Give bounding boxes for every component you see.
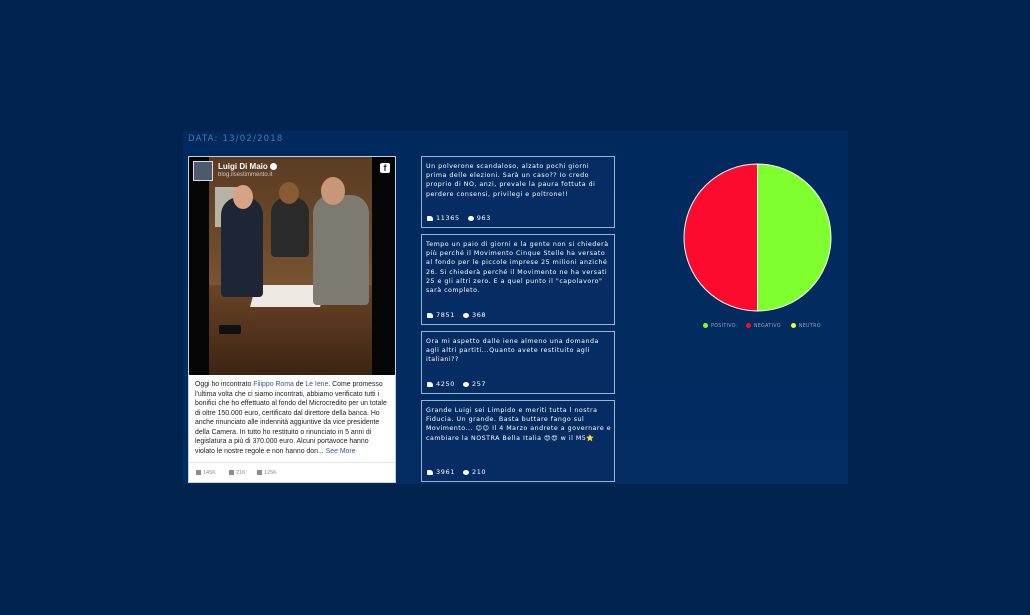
post-photo[interactable] [189,157,395,375]
shares-count-button[interactable]: 125K [257,470,277,476]
legend-label: NEGATIVO [753,324,781,329]
thumbs-up-icon [427,216,433,221]
comment-stats: 4250 257 [427,380,486,388]
sentiment-panel [183,131,848,484]
comment-card [421,400,615,482]
post-link[interactable]: Le Iene [305,381,329,388]
post-actions [189,462,395,483]
legend-dot-icon [746,323,751,328]
legend-label: POSITIVO [711,324,736,329]
pie-svg [683,163,832,312]
date-label: DATA: 13/02/2018 [188,134,284,144]
sentiment-pie-chart [683,163,832,312]
reply-icon [468,216,474,221]
post-text-segment: . Come promesso l'ultima volta che ci siamo incontrati, abbiamo verificato tutti i bonifici che ho effettuato al fondo del Microcredito per un totale di oltre 150.000 euro, certificato dal direttore della banca. Ho anche rinunciato alle indennità aggiuntive da vice presidente della Camera. In tutto ho restituito o rinunciato in 5 anni di legislatura a più di 370.000 euro. Alcuni portavoce hanno violato le nostre regole e non hanno don... [195,381,387,455]
facebook-post-card[interactable] [188,156,396,483]
thumbs-up-icon [427,470,433,475]
comment-stats: 11365 963 [427,214,491,222]
post-source: blog.ilsestimmento.it [218,172,273,178]
post-text [195,380,389,456]
author-name[interactable]: Luigi Di Maio [218,162,268,171]
comment-icon [229,470,234,475]
verified-icon [270,163,277,170]
comment-card [421,331,615,394]
share-icon [257,470,262,475]
post-link[interactable]: See More [325,447,356,455]
comment-text: Tempo un paio di giorni e la gente non si chiederà più perché il Movimento Cinque Stelle ha versato al fondo per le piccole imprese 25 milioni anziché 26. Si chiederà perché il Movimento ne ha versati 25 e gli altri zero. E a quel punto il "capolavoro" sarà completo. [426,241,609,295]
legend-item-positivo[interactable] [703,323,736,329]
thumbs-up-icon [427,313,433,318]
reply-icon [463,470,469,475]
comment-text: Ora mi aspetto dalle iene almeno una domanda agli altri partiti...Quanto avete restituito agli italiani?? [426,338,599,364]
legend-item-negativo[interactable] [746,323,781,329]
reply-icon [463,382,469,387]
pie-slice-negativo[interactable] [684,164,757,311]
comment-stats: 3961 210 [427,468,486,476]
legend-label: NEUTRO [798,324,821,329]
comment-text: Un polverone scandaloso, alzato pochi giorni prima delle elezioni. Sarà un caso?? Io credo proprio di NO, anzi, prevale la paura fottuta di perdere consensi, privilegi e poltrone!! [426,163,596,198]
avatar[interactable] [193,161,213,181]
photo-scene [209,157,372,375]
pie-slice-positivo[interactable] [758,164,831,311]
comment-stats: 7851 368 [427,311,486,319]
legend-dot-icon [703,323,708,328]
likes-count-button[interactable]: 145K [196,470,216,476]
comment-card [421,234,615,325]
chart-legend [703,323,831,329]
post-header [193,161,391,181]
legend-item-neutro[interactable] [791,323,821,329]
facebook-icon[interactable]: f [380,163,390,173]
reply-icon [463,313,469,318]
like-icon [196,470,201,475]
comment-text: Grande Luigi sei Limpido e meriti tutta l nostra Fiducia. Un grande. Basta buttare fango sul Movimento... 😉😉 Il 4 Marzo andrete a governare e cambiare la NOSTRA Bella Italia 😍😍 w il M5⭐ [426,407,612,442]
comment-card [421,156,615,228]
post-text-segment: Oggi ho incontrato [195,381,254,388]
comments-count-button[interactable]: 21K [229,470,246,476]
post-link[interactable]: Filippo Roma [253,381,294,388]
thumbs-up-icon [427,382,433,387]
post-text-segment: de [293,381,306,388]
legend-dot-icon [791,323,796,328]
